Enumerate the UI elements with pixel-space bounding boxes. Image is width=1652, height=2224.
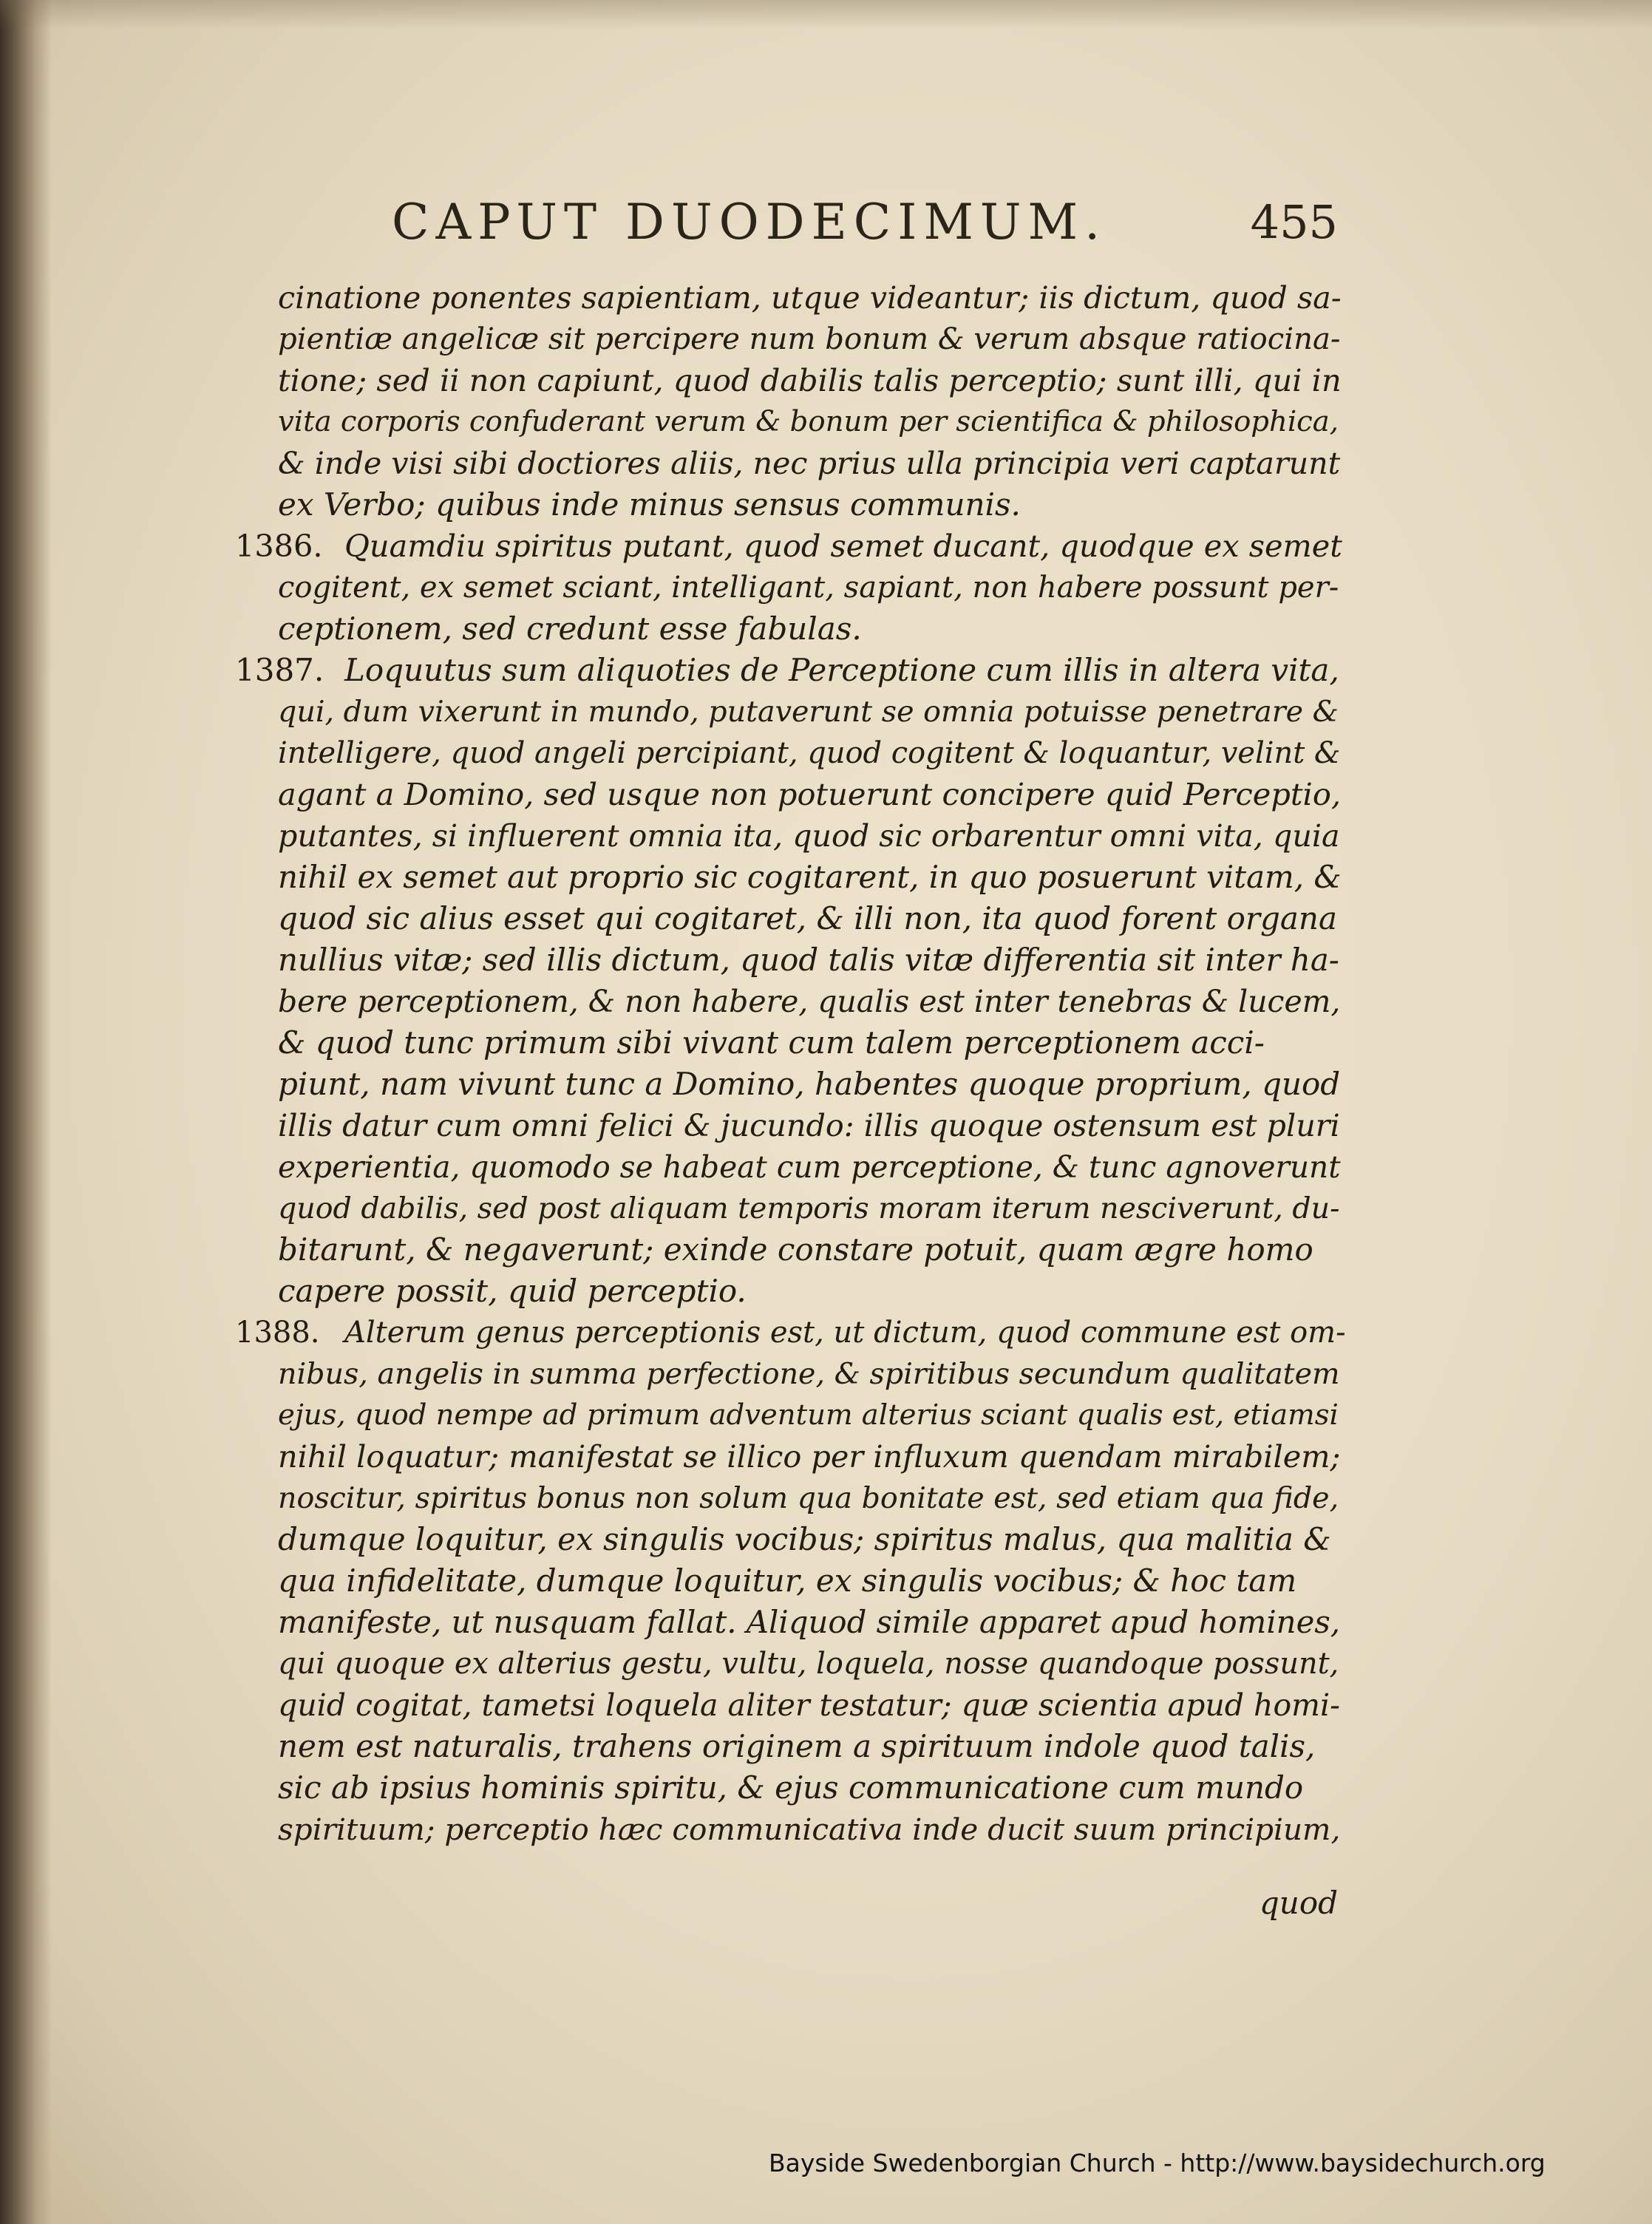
- paragraph-1388: [235, 1312, 1346, 1353]
- page-header: [273, 194, 1338, 260]
- text-line: experientia, quomodo se habeat cum perceptione, & tunc agnoverunt: [278, 1149, 1341, 1185]
- text-line: quod dabilis, sed post aliquam temporis moram iterum nesciverunt, du-: [278, 1191, 1340, 1225]
- text-line: vita corporis confuderant verum & bonum per scientifica & philosophica,: [278, 405, 1339, 438]
- text-line: intelligere, quod angeli percipiant, quod cogitent & loquantur, velint &: [278, 736, 1341, 770]
- catchword: quod: [1259, 1885, 1338, 1921]
- text-line: capere possit, quid perceptio.: [278, 1273, 747, 1309]
- text-line: Alterum genus perceptionis est, ut dictum, quod commune est om-: [344, 1316, 1346, 1350]
- text-line: cogitent, ex semet sciant, intelligant, sapiant, non habere possunt per-: [278, 571, 1339, 605]
- text-line: ceptionem, sed credunt esse fabulas.: [278, 611, 862, 647]
- footer-credit: Bayside Swedenborgian Church - http://www.baysidechurch.org: [769, 2149, 1546, 2177]
- paragraph-number: 1388.: [235, 1316, 320, 1350]
- text-line: quid cogitat, tametsi loquela aliter testatur; quæ scientia apud homi-: [278, 1687, 1340, 1723]
- text-line: nihil loquatur; manifestat se illico per influxum quendam mirabilem;: [278, 1439, 1341, 1475]
- text-line: nem est naturalis, trahens originem a spirituum indole quod talis,: [278, 1728, 1316, 1764]
- text-line: putantes, si influerent omnia ita, quod sic orbarentur omni vita, quia: [278, 818, 1340, 854]
- paragraph-number: 1386.: [235, 528, 323, 564]
- text-line: bere perceptionem, & non habere, qualis est inter tenebras & lucem,: [278, 984, 1341, 1019]
- text-line: piunt, nam vivunt tunc a Domino, habentes quoque proprium, quod: [278, 1066, 1341, 1102]
- text-line: & inde visi sibi doctiores aliis, nec prius ulla principia veri captarunt: [278, 446, 1341, 481]
- running-head: CAPUT DUODECIMUM.: [392, 194, 1107, 251]
- page-shadow: [0, 0, 1652, 30]
- text-line: manifeste, ut nusquam fallat. Aliquod simile apparet apud homines,: [278, 1604, 1341, 1640]
- text-line: illis datur cum omni felici & jucundo: illis quoque ostensum est pluri: [278, 1108, 1340, 1143]
- text-line: dumque loquitur, ex singulis vocibus; spiritus malus, qua malitia &: [278, 1521, 1331, 1557]
- text-line: cinatione ponentes sapientiam, utque videantur; iis dictum, quod sa-: [278, 280, 1342, 316]
- text-line: quod sic alius esset qui cogitaret, & illi non, ita quod forent organa: [278, 900, 1337, 936]
- text-line: ex Verbo; quibus inde minus sensus communis.: [278, 486, 1021, 523]
- paragraph-1386: [235, 526, 1340, 567]
- text-line: agant a Domino, sed usque non potuerunt concipere quid Perceptio,: [278, 776, 1342, 812]
- text-line: qua infidelitate, dumque loquitur, ex singulis vocibus; & hoc tam: [278, 1562, 1297, 1599]
- text-line: nihil ex semet aut proprio sic cogitarent, in quo posuerunt vitam, &: [278, 859, 1342, 895]
- text-line: sic ab ipsius hominis spiritu, & ejus communicatione cum mundo: [278, 1769, 1304, 1806]
- text-line: spirituum; perceptio hæc communicativa inde ducit suum principium,: [278, 1812, 1341, 1847]
- body-text: [235, 277, 1346, 1903]
- paragraph-1387: [235, 650, 1340, 691]
- text-line: Loquutus sum aliquoties de Perceptione cum illis in altera vita,: [344, 652, 1339, 688]
- text-line: bitarunt, & negaverunt; exinde constare potuit, quam ægre homo: [278, 1231, 1313, 1268]
- text-line: Quamdiu spiritus putant, quod semet ducant, quodque ex semet: [344, 528, 1342, 564]
- text-line: tione; sed ii non capiunt, quod dabilis talis perceptio; sunt illi, qui in: [278, 362, 1342, 398]
- text-line: qui quoque ex alterius gestu, vultu, loquela, nosse quandoque possunt,: [278, 1647, 1339, 1681]
- text-line: & quod tunc primum sibi vivant cum talem perceptionem acci-: [278, 1024, 1265, 1061]
- book-gutter: [0, 0, 52, 2224]
- text-line: nullius vitæ; sed illis dictum, quod talis vitæ differentia sit inter ha-: [278, 942, 1339, 978]
- paragraph-number: 1387.: [235, 652, 324, 688]
- page-number: 455: [1250, 195, 1338, 249]
- text-line: qui, dum vixerunt in mundo, putaverunt se omnia potuisse penetrare &: [278, 695, 1339, 729]
- text-line: nibus, angelis in summa perfectione, & spiritibus secundum qualitatem: [278, 1357, 1340, 1391]
- text-line: pientiæ angelicæ sit percipere num bonum & verum absque ratiocina-: [278, 322, 1341, 356]
- text-line: noscitur, spiritus bonus non solum qua bonitate est, sed etiam qua fide,: [278, 1481, 1339, 1515]
- text-line: ejus, quod nempe ad primum adventum alterius sciant qualis est, etiamsi: [278, 1398, 1339, 1432]
